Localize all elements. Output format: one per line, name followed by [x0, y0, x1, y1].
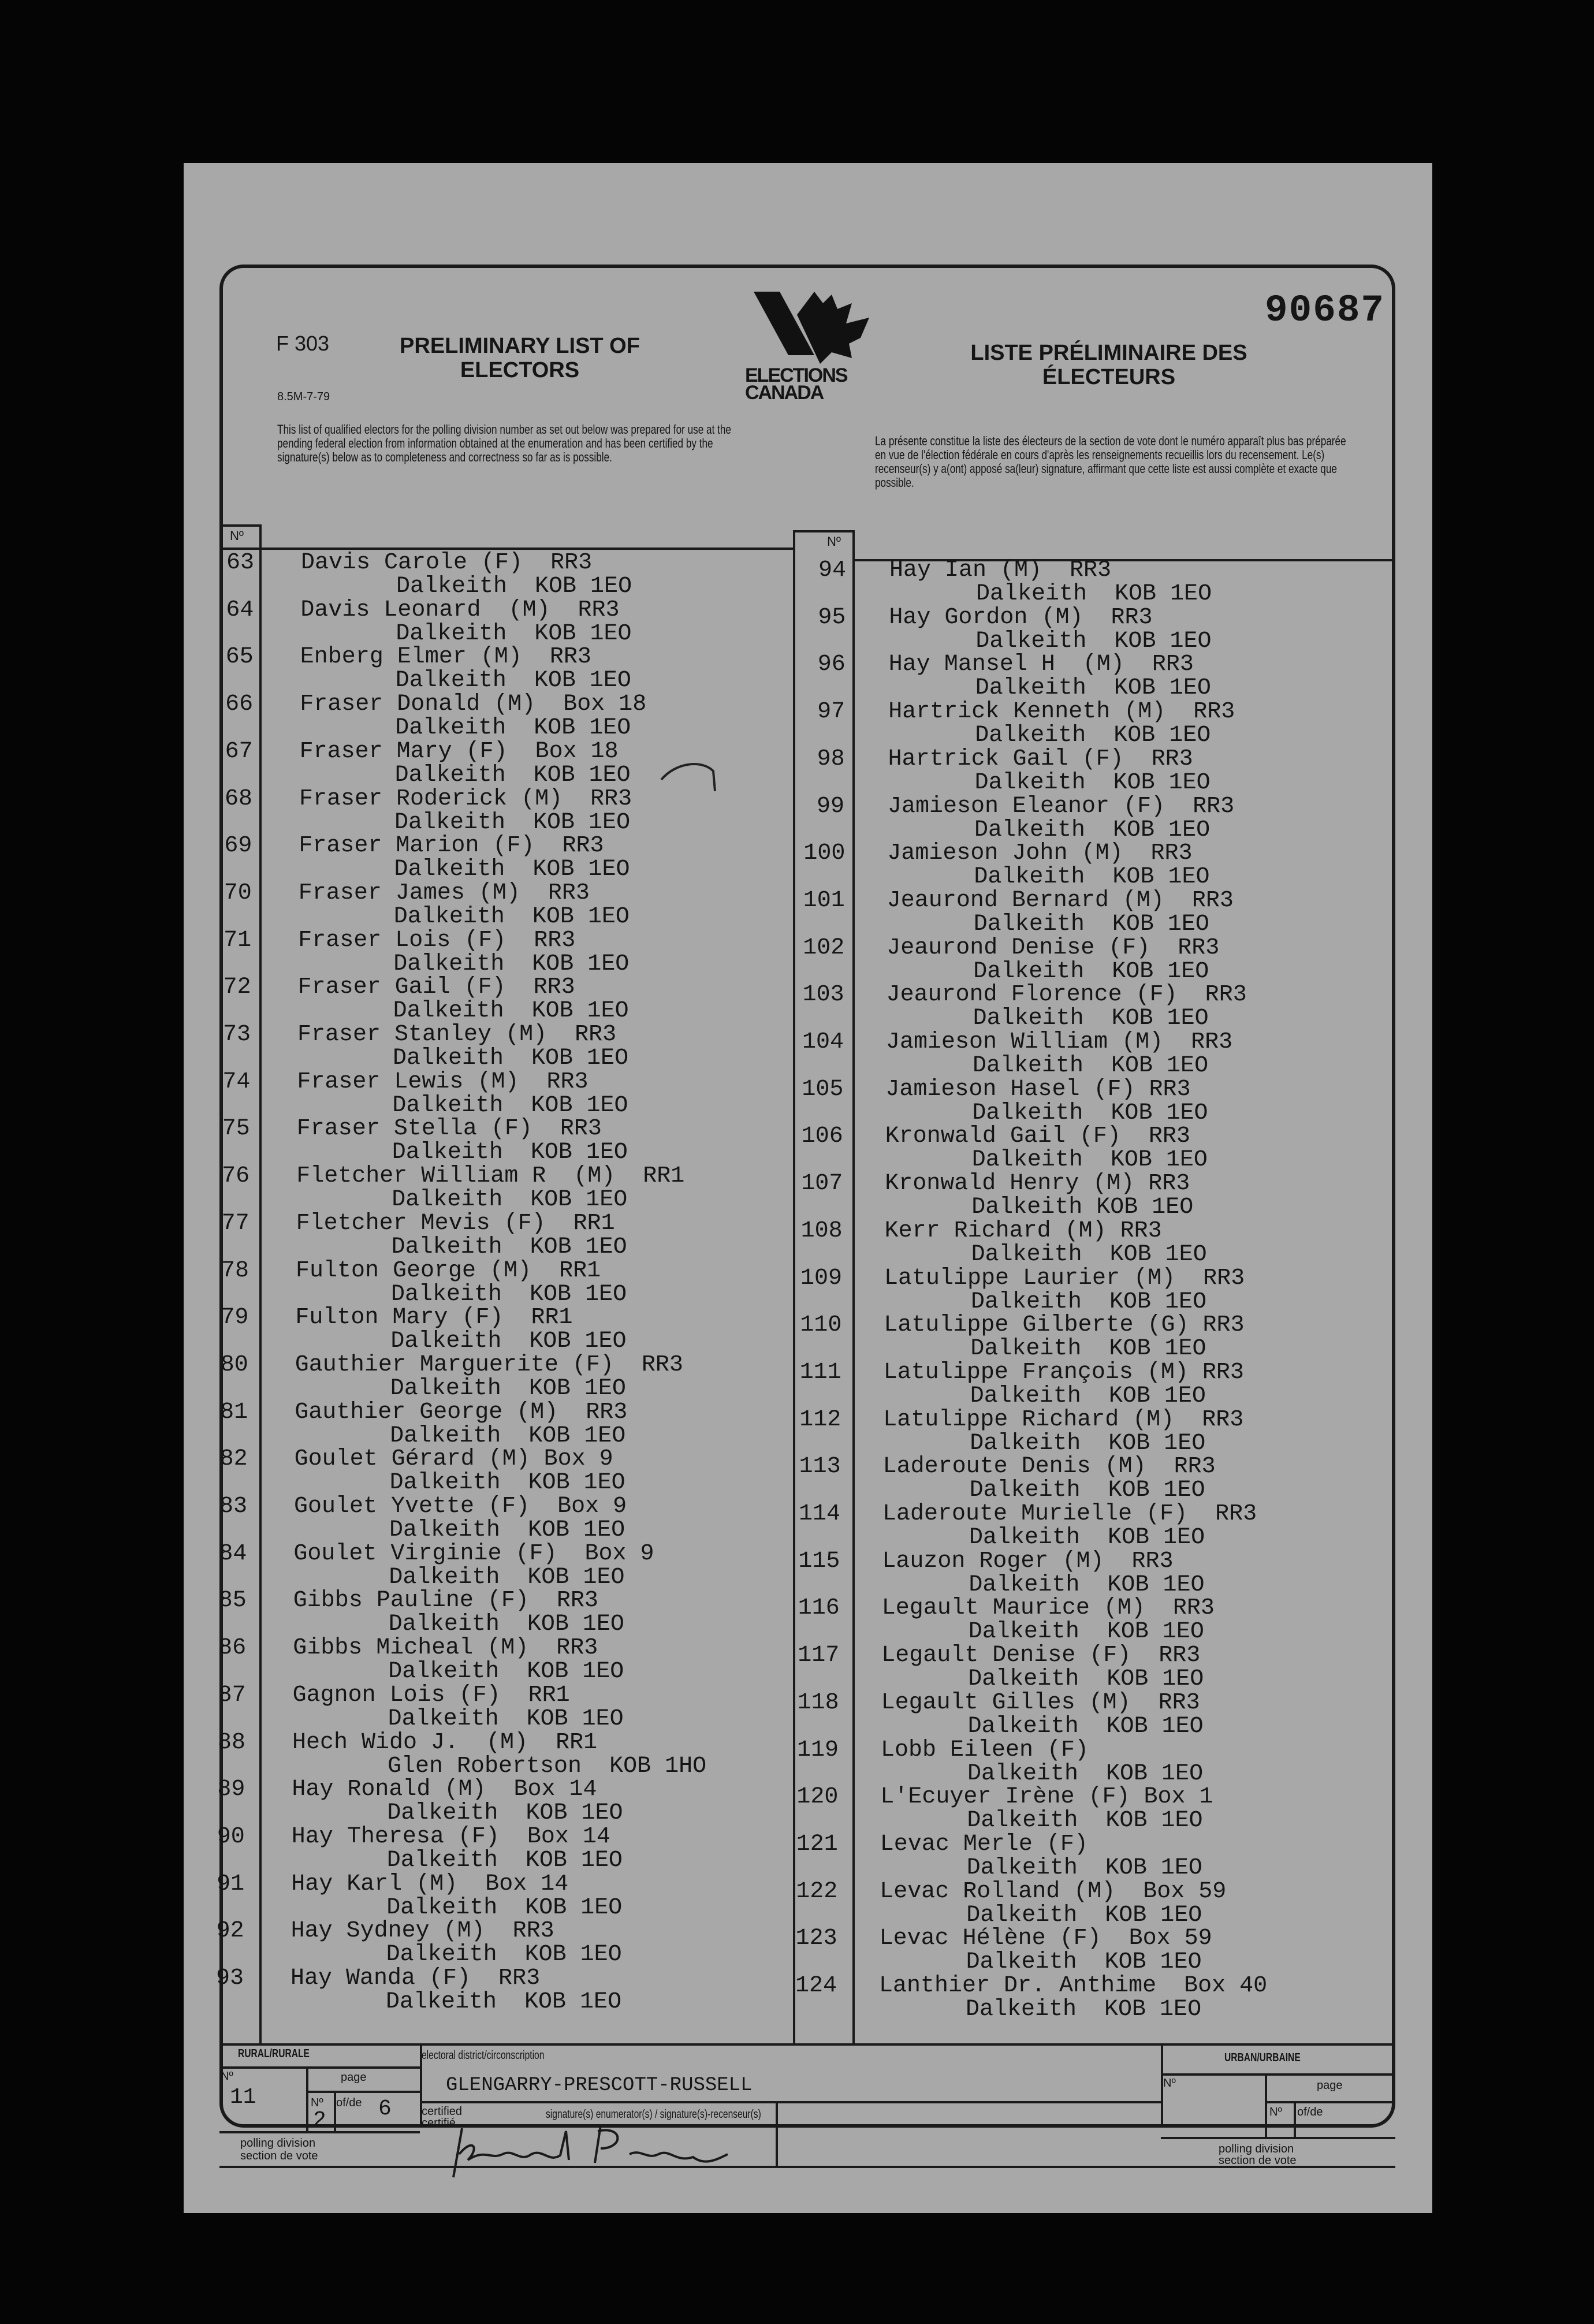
rule [219, 2043, 1395, 2046]
elector-address: Dalkeith KOB 1EO [966, 1854, 1202, 1881]
elector-number: 95 [818, 604, 846, 631]
elector-address: Dalkeith KOB 1EO [969, 1525, 1205, 1551]
title-english: PRELIMINARY LIST OF ELECTORS [400, 334, 640, 382]
elector-name: Fulton Mary (F) RR1 [295, 1305, 573, 1331]
elector-address: Dalkeith KOB 1EO [969, 1477, 1205, 1504]
elector-number: 115 [798, 1548, 840, 1574]
rule [1265, 2101, 1395, 2103]
elector-number: 96 [817, 651, 846, 678]
elector-name: Fulton George (M) RR1 [296, 1257, 601, 1284]
logo-text-elections: ELECTIONS [745, 364, 847, 386]
district-value: GLENGARRY-PRESCOTT-RUSSELL [446, 2075, 753, 2096]
elector-name: Kronwald Henry (M) RR3 [885, 1171, 1190, 1197]
elector-name: Jamieson Eleanor (F) RR3 [888, 793, 1235, 820]
elector-address: Dalkeith KOB 1EO [394, 856, 630, 883]
elector-name: Goulet Virginie (F) Box 9 [293, 1540, 654, 1567]
elector-address: Dalkeith KOB 1EO [966, 1902, 1202, 1928]
elector-address: Dalkeith KOB 1EO [387, 1800, 623, 1827]
elector-number: 70 [224, 880, 252, 906]
elector-number: 114 [799, 1501, 841, 1527]
elector-address: Dalkeith KOB 1EO [970, 1383, 1206, 1409]
elector-address: Dalkeith KOB 1EO [974, 769, 1211, 796]
intro-french: La présente constitue la liste des électeurs de la section de vote dont le numéro apparaît plus bas préparée en vue de l'élection fédérale en cours d'après les renseignements recueillis lors du recensement. Le(s) recenseur(s) y a(ont) apposé sa(leur) signature, affirmant que cette liste est aussi complète et exacte que possible. [875, 434, 1346, 490]
elector-name: Hartrick Gail (F) RR3 [888, 746, 1193, 772]
elector-name: Fraser Donald (M) Box 18 [300, 691, 647, 718]
elector-address: Dalkeith KOB 1EO [395, 668, 631, 694]
elector-number: 87 [218, 1682, 246, 1708]
elector-name: Hay Karl (M) Box 14 [291, 1871, 569, 1897]
elector-address: Dalkeith KOB 1EO [976, 581, 1212, 607]
polling-division-number: 11 [230, 2085, 256, 2110]
elector-address: Dalkeith KOB 1EO [392, 1139, 628, 1166]
elector-name: Hay Mansel H (M) RR3 [888, 651, 1194, 678]
elector-number: 111 [799, 1359, 841, 1386]
rule [1294, 2101, 1296, 2137]
elector-address: Dalkeith KOB 1EO [390, 1422, 626, 1449]
elector-name: Fraser Mary (F) Box 18 [299, 738, 619, 765]
elector-name: Jeaurond Denise (F) RR3 [887, 934, 1220, 961]
elector-name: Jamieson John (M) RR3 [887, 840, 1193, 867]
elector-address: Dalkeith KOB 1EO [386, 1942, 622, 1968]
rural-label: RURAL/RURALE [238, 2047, 310, 2060]
elector-name: Fraser Stanley (M) RR3 [297, 1022, 617, 1048]
elector-number: 97 [817, 699, 846, 725]
elector-name: Fraser Lois (F) RR3 [298, 927, 576, 954]
elector-address: Dalkeith KOB 1EO [966, 1949, 1202, 1976]
intro-english: This list of qualified electors for the polling division number as set out below was prepared for use at the pending federal election from information obtained at the enumeration and has been certified by the signature(s) below as to completeness and correctness so far as is possible. [277, 422, 731, 464]
rule [1161, 2073, 1395, 2076]
page-number: 2 [313, 2108, 326, 2133]
elector-name: Jamieson Hasel (F) RR3 [885, 1076, 1191, 1103]
elector-name: Lanthier Dr. Anthime Box 40 [879, 1973, 1268, 1999]
elector-address: Dalkeith KOB 1EO [388, 1611, 624, 1638]
elector-name: L'Ecuyer Irène (F) Box 1 [880, 1784, 1213, 1811]
elector-number: 88 [217, 1729, 245, 1756]
elector-number: 86 [218, 1635, 247, 1662]
elector-number: 91 [217, 1871, 245, 1897]
elector-number: 71 [224, 927, 252, 954]
elector-address: Dalkeith KOB 1EO [395, 715, 631, 742]
elector-name: Hech Wido J. (M) RR1 [292, 1729, 598, 1756]
elector-name: Gibbs Pauline (F) RR3 [293, 1588, 598, 1614]
rule [852, 530, 855, 2043]
elector-address: Dalkeith KOB 1EO [973, 958, 1209, 985]
elector-name: Legault Gilles (M) RR3 [881, 1689, 1200, 1716]
elector-address: Dalkeith KOB 1EO [394, 809, 631, 836]
elector-number: 108 [800, 1217, 843, 1244]
elector-address: Dalkeith KOB 1EO [390, 1328, 627, 1355]
elector-name: Hay Ian (M) RR3 [889, 557, 1112, 583]
elector-number: 92 [216, 1918, 244, 1945]
elector-address: Dalkeith KOB 1EO [973, 911, 1209, 937]
rule [1265, 2073, 1267, 2137]
elector-number: 82 [219, 1446, 248, 1473]
elector-name: Latulippe François (M) RR3 [883, 1359, 1244, 1386]
urban-page-no-label: Nº [1269, 2106, 1282, 2118]
elector-address: Dalkeith KOB 1EO [972, 1100, 1208, 1126]
elector-number: 122 [796, 1878, 838, 1905]
elector-address: Dalkeith KOB 1EO [971, 1288, 1207, 1315]
elector-name: Hay Sydney (M) RR3 [291, 1918, 554, 1945]
elections-canada-logo [745, 292, 884, 404]
elector-name: Gagnon Lois (F) RR1 [292, 1682, 570, 1708]
elector-address: Dalkeith KOB 1EO [390, 1375, 626, 1402]
elector-number: 69 [224, 833, 252, 859]
elector-number: 100 [803, 840, 846, 867]
elector-number: 101 [803, 887, 845, 914]
elector-address: Dalkeith KOB 1EO [391, 1234, 627, 1260]
section-de-vote-label: section de vote [240, 2150, 318, 2162]
elector-number: 94 [818, 557, 846, 583]
elector-address: Dalkeith KOB 1EO [389, 1564, 625, 1591]
elector-number: 78 [221, 1257, 249, 1284]
serial-number: 90687 [1265, 289, 1386, 332]
elector-name: Fraser Gail (F) RR3 [297, 974, 575, 1001]
elector-number: 75 [222, 1116, 250, 1142]
urban-page-label: page [1317, 2079, 1343, 2092]
elector-address: Dalkeith KOB 1EO [975, 628, 1212, 654]
rule [219, 2066, 420, 2069]
elector-name: Laderoute Murielle (F) RR3 [882, 1501, 1257, 1527]
elector-name: Legault Denise (F) RR3 [881, 1643, 1201, 1669]
elector-address: Dalkeith KOB 1EO [973, 1005, 1209, 1032]
elector-address: Dalkeith KOB 1EO [967, 1713, 1204, 1740]
elector-number: 83 [219, 1494, 247, 1519]
elector-number: 106 [801, 1123, 843, 1150]
elector-address: Dalkeith KOB 1EO [391, 1281, 627, 1308]
elector-number: 64 [226, 597, 254, 623]
maple-leaf-x-icon [745, 292, 884, 367]
elector-name: Davis Carole (F) RR3 [301, 550, 593, 576]
elector-number: 121 [796, 1831, 838, 1857]
elector-name: Jamieson William (M) RR3 [886, 1029, 1233, 1055]
elector-name: Jeaurond Bernard (M) RR3 [887, 887, 1234, 914]
elector-number: 120 [796, 1784, 839, 1811]
elector-number: 73 [222, 1022, 251, 1048]
elector-number: 76 [222, 1163, 250, 1190]
elector-name: Kerr Richard (M) RR3 [884, 1217, 1162, 1244]
elector-address: Dalkeith KOB 1EO [971, 1194, 1194, 1221]
elector-address: Dalkeith KOB 1EO [970, 1430, 1206, 1457]
elector-number: 89 [217, 1776, 245, 1803]
elector-number: 123 [795, 1926, 837, 1952]
elector-name: Hay Gordon (M) RR3 [889, 604, 1153, 631]
rule [793, 530, 855, 532]
rule [219, 524, 261, 527]
elector-address: Dalkeith KOB 1EO [967, 1760, 1204, 1787]
urban-polling-division-label: polling division [1219, 2143, 1294, 2155]
elector-name: Laderoute Denis (M) RR3 [882, 1454, 1216, 1480]
elector-number: 72 [223, 974, 251, 1001]
elector-number: 93 [215, 1965, 244, 1991]
rule [420, 2101, 1161, 2103]
elector-address: Dalkeith KOB 1EO [386, 1894, 623, 1921]
elector-name: Fraser Lewis (M) RR3 [297, 1068, 589, 1095]
elector-name: Goulet Gérard (M) Box 9 [294, 1446, 613, 1473]
elector-number: 119 [797, 1737, 839, 1763]
elector-number: 77 [221, 1210, 249, 1237]
district-label: electoral district/circonscription [422, 2049, 545, 2062]
elector-address: Dalkeith KOB 1EO [966, 1997, 1202, 2023]
elector-address: Dalkeith KOB 1EO [974, 864, 1210, 891]
elector-name: Fraser James (M) RR3 [298, 880, 590, 906]
elector-address: Dalkeith KOB 1EO [971, 1241, 1207, 1268]
elector-name: Levac Merle (F) [880, 1831, 1088, 1857]
elector-number: 105 [802, 1076, 844, 1103]
elector-name: Gauthier Marguerite (F) RR3 [295, 1351, 683, 1378]
elector-name: Fraser Roderick (M) RR3 [299, 785, 632, 812]
elector-address: Dalkeith KOB 1EO [396, 620, 632, 647]
elector-name: Enberg Elmer (M) RR3 [300, 644, 591, 671]
rule [793, 530, 795, 2043]
elector-address: Dalkeith KOB 1EO [389, 1517, 625, 1543]
elector-address: Dalkeith KOB 1EO [393, 1045, 629, 1071]
elector-number: 63 [226, 550, 254, 576]
elector-name: Levac Hélène (F) Box 59 [879, 1926, 1212, 1952]
elector-address: Dalkeith KOB 1EO [975, 675, 1211, 702]
elector-name: Hay Ronald (M) Box 14 [292, 1776, 597, 1803]
elector-number: 118 [797, 1689, 839, 1716]
rural-page-no-label: Nº [311, 2096, 323, 2109]
form-number: F 303 [276, 332, 330, 355]
elector-address: Dalkeith KOB 1EO [970, 1336, 1206, 1362]
elector-address: Dalkeith KOB 1EO [975, 722, 1211, 749]
elector-name: Fraser Marion (F) RR3 [299, 833, 604, 859]
elector-number: 110 [800, 1312, 842, 1339]
elector-number: 109 [800, 1265, 843, 1291]
enumerator-signature [450, 2114, 774, 2189]
elector-address: Dalkeith KOB 1EO [386, 1847, 623, 1874]
elector-name: Goulet Yvette (F) Box 9 [294, 1494, 627, 1519]
elector-name: Latulippe Richard (M) RR3 [883, 1406, 1244, 1433]
rule [259, 524, 262, 2043]
title-french: LISTE PRÉLIMINAIRE DES ÉLECTEURS [970, 341, 1247, 389]
elector-address: Dalkeith KOB 1EO [394, 762, 631, 788]
elector-address: Dalkeith KOB 1EO [968, 1666, 1204, 1693]
elector-address: Dalkeith KOB 1EO [392, 1092, 628, 1119]
elector-number: 107 [801, 1171, 843, 1197]
elector-address: Dalkeith KOB 1EO [386, 1989, 622, 2015]
elector-number: 99 [816, 793, 844, 820]
elector-number: 81 [220, 1399, 248, 1425]
elector-number: 68 [224, 785, 252, 812]
elector-name: Jeaurond Florence (F) RR3 [886, 982, 1247, 1008]
elector-number: 98 [817, 746, 845, 772]
elector-number: 67 [225, 738, 253, 765]
elector-number: 102 [803, 934, 845, 961]
elector-name: Latulippe Gilberte (G) RR3 [884, 1312, 1245, 1339]
elector-number: 85 [218, 1588, 247, 1614]
elector-number: 84 [219, 1540, 247, 1567]
urban-of-label: of/de [1297, 2106, 1323, 2118]
elector-number: 113 [799, 1454, 841, 1480]
elector-address: Dalkeith KOB 1EO [393, 903, 630, 930]
elector-address: Dalkeith KOB 1EO [393, 951, 630, 977]
elector-address: Dalkeith KOB 1EO [396, 573, 632, 599]
elector-name: Fletcher William R (M) RR1 [296, 1163, 685, 1190]
rule [1161, 2137, 1395, 2139]
elector-name: Davis Leonard (M) RR3 [300, 597, 620, 623]
rule [306, 2066, 308, 2131]
elector-name: Kronwald Gail (F) RR3 [885, 1123, 1190, 1150]
urban-section-de-vote-label: section de vote [1219, 2154, 1297, 2167]
urban-label: URBAN/URBAINE [1224, 2051, 1301, 2064]
elector-number: 124 [795, 1973, 837, 1999]
elector-address: Dalkeith KOB 1EO [968, 1619, 1204, 1645]
elector-address: Dalkeith KOB 1EO [973, 1053, 1209, 1079]
handwritten-mark [658, 757, 722, 797]
elector-number: 74 [222, 1068, 251, 1095]
page-total: 6 [378, 2096, 392, 2121]
elector-name: Levac Rolland (M) Box 59 [880, 1878, 1227, 1905]
rural-of-label: of/de [336, 2096, 362, 2109]
logo-text-canada: CANADA [745, 382, 824, 404]
elector-name: Hay Wanda (F) RR3 [291, 1965, 541, 1991]
elector-number: 80 [220, 1351, 248, 1378]
elector-address: Dalkeith KOB 1EO [389, 1470, 625, 1496]
elector-address: Dalkeith KOB 1EO [971, 1147, 1208, 1174]
elector-address: Dalkeith KOB 1EO [388, 1659, 624, 1685]
elector-address: Dalkeith KOB 1EO [967, 1808, 1203, 1834]
number-column-header: Nº [230, 528, 244, 543]
rule [306, 2091, 420, 2093]
print-code: 8.5M-7-79 [277, 390, 330, 403]
elector-number: 79 [221, 1305, 249, 1331]
rural-page-label: page [341, 2071, 367, 2084]
elector-name: Fraser Stella (F) RR3 [296, 1116, 602, 1142]
rural-no-label: Nº [221, 2070, 233, 2083]
elector-number: 90 [217, 1823, 245, 1850]
elector-name: Hartrick Kenneth (M) RR3 [888, 699, 1235, 725]
elector-number: 116 [798, 1595, 840, 1622]
elector-number: 104 [802, 1029, 844, 1055]
number-column-header: Nº [827, 534, 841, 549]
elector-address: Dalkeith KOB 1EO [388, 1705, 624, 1732]
elector-address: Dalkeith KOB 1EO [393, 998, 629, 1025]
elector-address: Dalkeith KOB 1EO [974, 817, 1211, 843]
elector-name: Lauzon Roger (M) RR3 [882, 1548, 1174, 1574]
elector-number: 65 [225, 644, 254, 671]
urban-no-label: Nº [1163, 2077, 1176, 2090]
elector-name: Hay Theresa (F) Box 14 [291, 1823, 610, 1850]
elector-address: Dalkeith KOB 1EO [392, 1187, 628, 1213]
elector-name: Lobb Eileen (F) [881, 1737, 1089, 1763]
elector-name: Legault Maurice (M) RR3 [881, 1595, 1215, 1622]
polling-division-label: polling division [240, 2137, 316, 2150]
elector-address: Glen Robertson KOB 1HO [388, 1753, 707, 1779]
elector-number: 112 [799, 1406, 841, 1433]
elector-name: Gibbs Micheal (M) RR3 [293, 1635, 598, 1662]
elector-name: Latulippe Laurier (M) RR3 [884, 1265, 1245, 1291]
rule [776, 2102, 778, 2166]
elector-name: Fletcher Mevis (F) RR1 [296, 1210, 615, 1237]
certified-label: certified [422, 2105, 463, 2118]
elector-number: 66 [225, 691, 254, 718]
elector-number: 103 [802, 982, 844, 1008]
signature-label: signature(s) enumerator(s) / signature(s)-recenseur(s) [546, 2108, 761, 2121]
certifie-label: certifié [422, 2117, 456, 2129]
elector-name: Gauthier George (M) RR3 [295, 1399, 628, 1425]
elector-number: 117 [798, 1643, 840, 1669]
elector-address: Dalkeith KOB 1EO [969, 1571, 1205, 1598]
